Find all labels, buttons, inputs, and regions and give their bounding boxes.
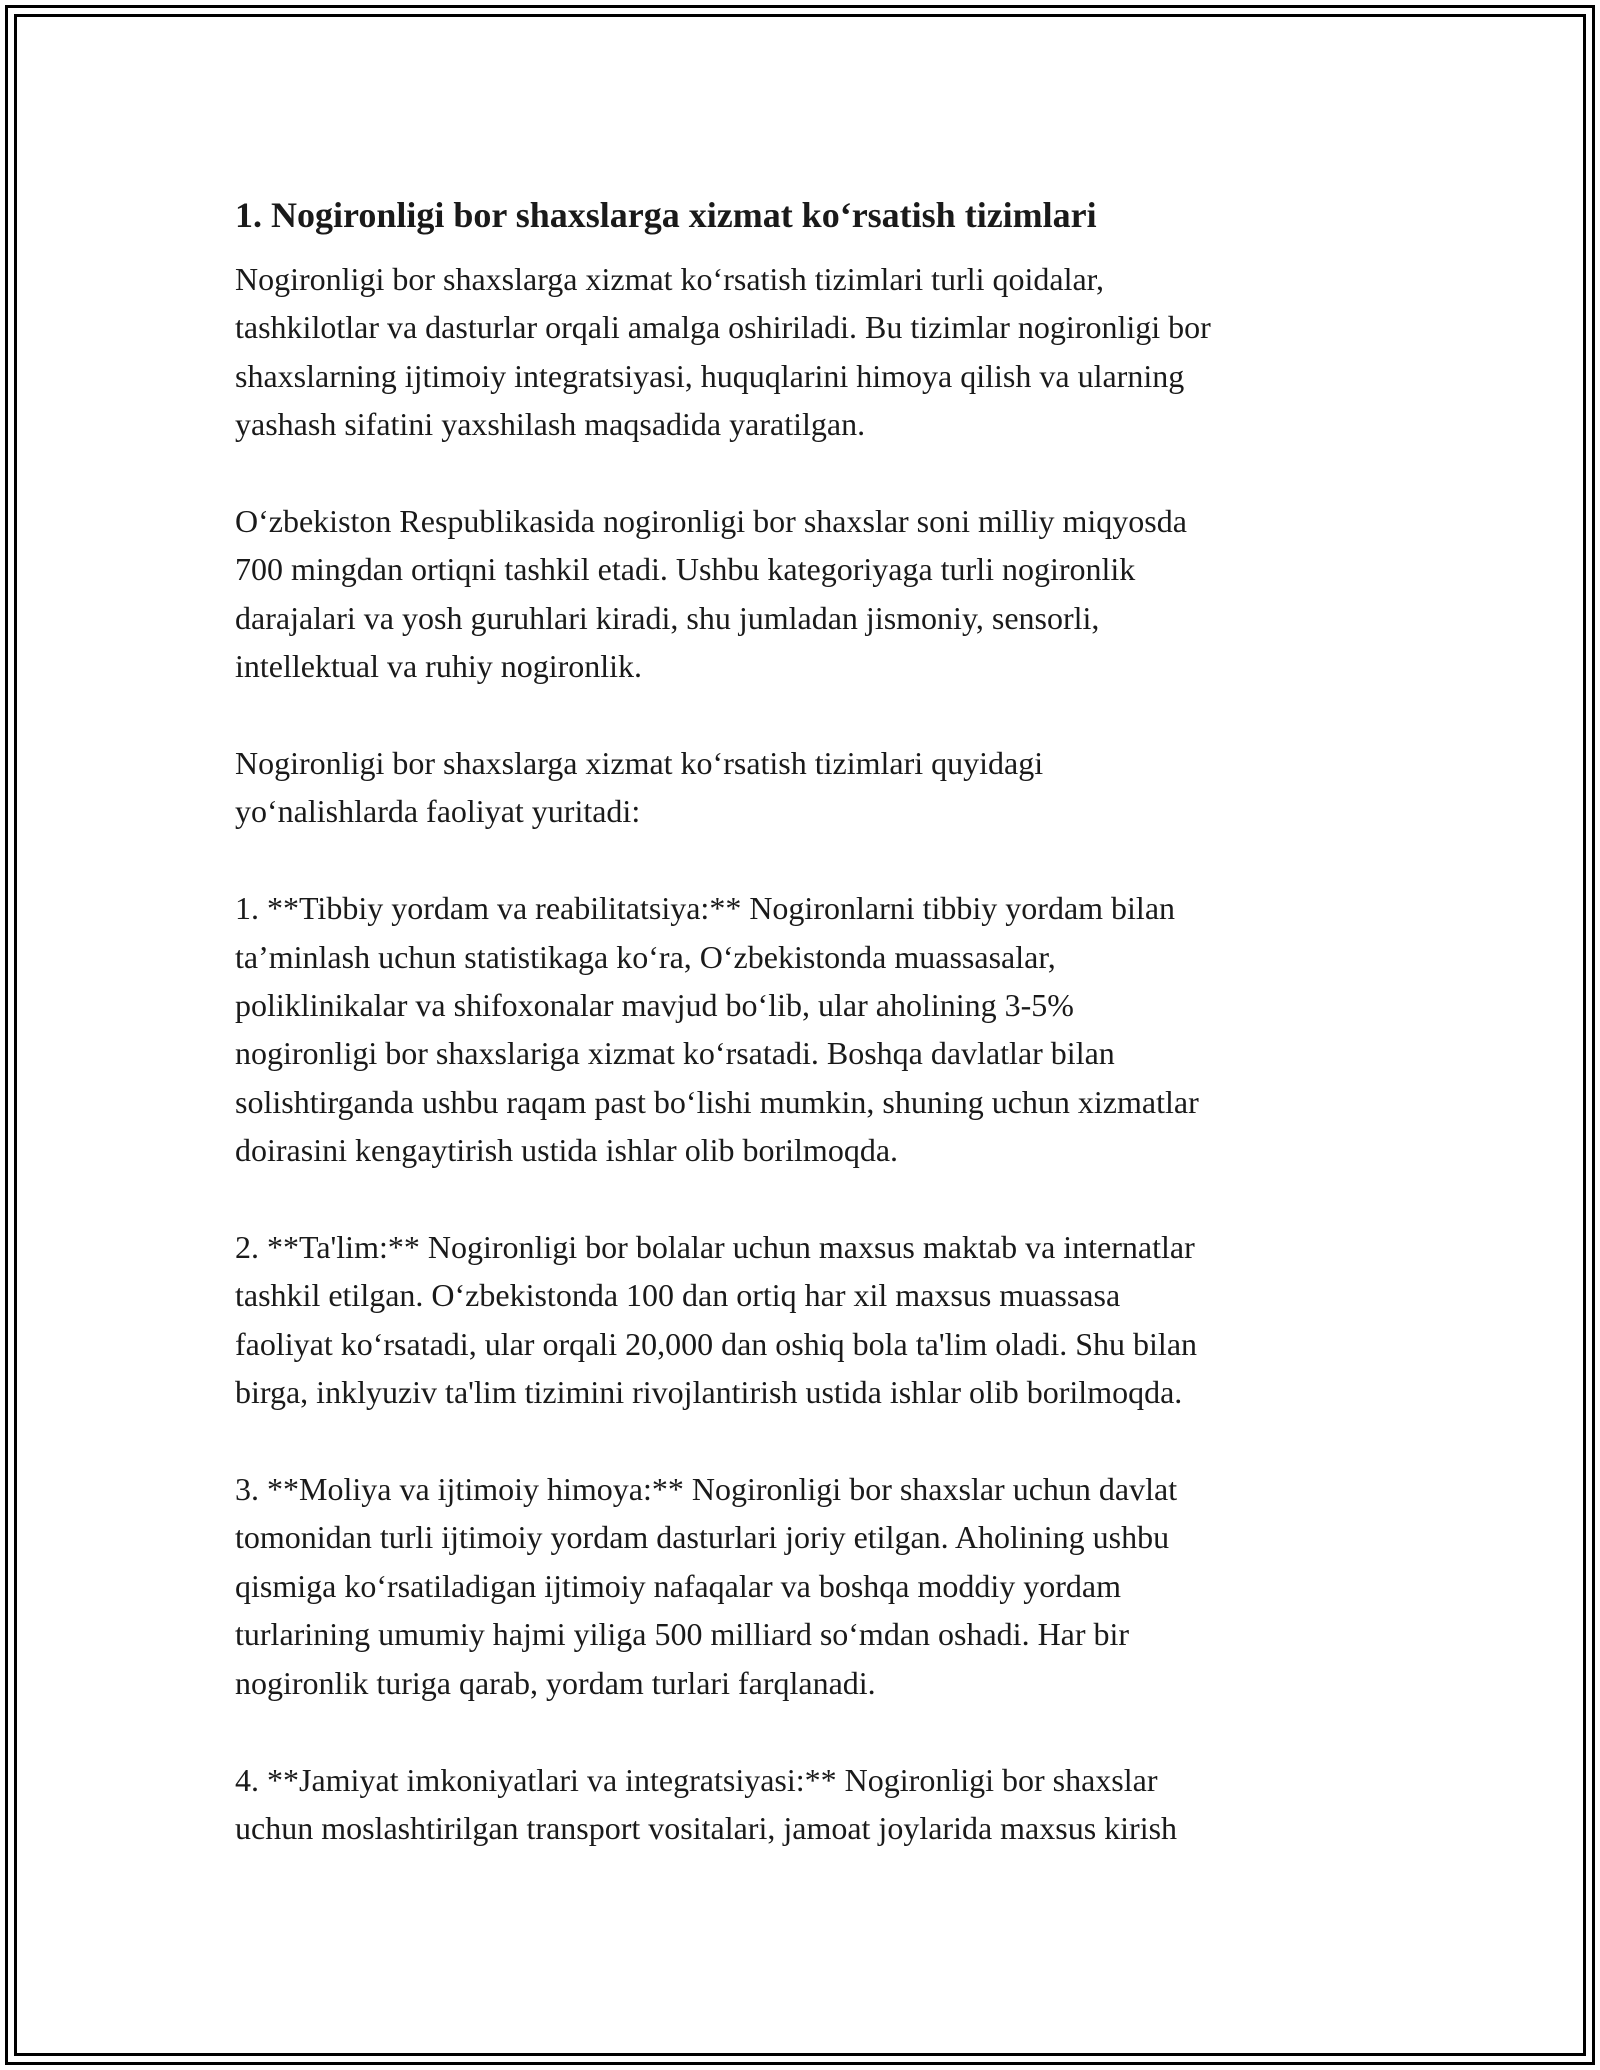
intro-paragraph: Nogironligi bor shaxslarga xizmat ko‘rsatish tizimlari turli qoidalar, tashkilotlar va dasturlar orqali amalga oshiriladi. Bu tizimlar nogironligi bor shaxslarning ijtimoiy integratsiyasi, huquqlarini himoya qilish va ularning yashash sifatini yaxshilash maqsadida yaratilgan. <box>235 261 1211 443</box>
list-item-integration: 4. **Jamiyat imkoniyatlari va integratsiyasi:** Nogironligi bor shaxslar uchun moslashtirilgan transport vositalari, jamoat joylarida maxsus kirish <box>235 1761 1178 1846</box>
statistics-paragraph: O‘zbekiston Respublikasida nogironligi bor shaxslar soni milliy miqyosda 700 mingdan ortiqni tashkil etadi. Ushbu kategoriyaga turli nogironlik darajalari va yosh guruhlari kiradi, shu jumladan jismoniy, sensorli, intellektual va ruhiy nogironlik. <box>235 503 1187 685</box>
list-item-medical: 1. **Tibbiy yordam va reabilitatsiya:** Nogironlarni tibbiy yordam bilan ta’minlash uchun statistikaga ko‘ra, O‘zbekistonda muassasalar, poliklinikalar va shifoxonalar mavjud bo‘lib, ular aholining 3-5% nogironligi bor shaxslariga xizmat ko‘rsatadi. Boshqa davlatlar bilan solishtirganda ushbu raqam past bo‘lishi mumkin, shuning uchun xizmatlar doirasini kengaytirish ustida ishlar olib borilmoqda. <box>235 890 1199 1169</box>
page-title: 1. Nogironligi bor shaxslarga xizmat ko‘rsatish tizimlari <box>235 195 1097 235</box>
directions-intro-paragraph: Nogironligi bor shaxslarga xizmat ko‘rsatish tizimlari quyidagi yo‘nalishlarda faoliyat yuritadi: <box>235 745 1044 830</box>
document-body <box>235 183 1365 1852</box>
list-item-finance: 3. **Moliya va ijtimoiy himoya:** Nogironligi bor shaxslar uchun davlat tomonidan turli ijtimoiy yordam dasturlari joriy etilgan. Aholining ushbu qismiga ko‘rsatiladigan ijtimoiy nafaqalar va boshqa moddiy yordam turlarining umumiy hajmi yiliga 500 milliard so‘mdan oshadi. Har bir nogironlik turiga qarab, yordam turlari farqlanadi. <box>235 1471 1178 1701</box>
list-item-education: 2. **Ta'lim:** Nogironligi bor bolalar uchun maxsus maktab va internatlar tashkil etilgan. O‘zbekistonda 100 dan ortiq har xil maxsus muassasa faoliyat ko‘rsatadi, ular orqali 20,000 dan oshiq bola ta'lim oladi. Shu bilan birga, inklyuziv ta'lim tizimini rivojlantirish ustida ishlar olib borilmoqda. <box>235 1229 1198 1411</box>
title-spacer <box>235 247 1365 255</box>
